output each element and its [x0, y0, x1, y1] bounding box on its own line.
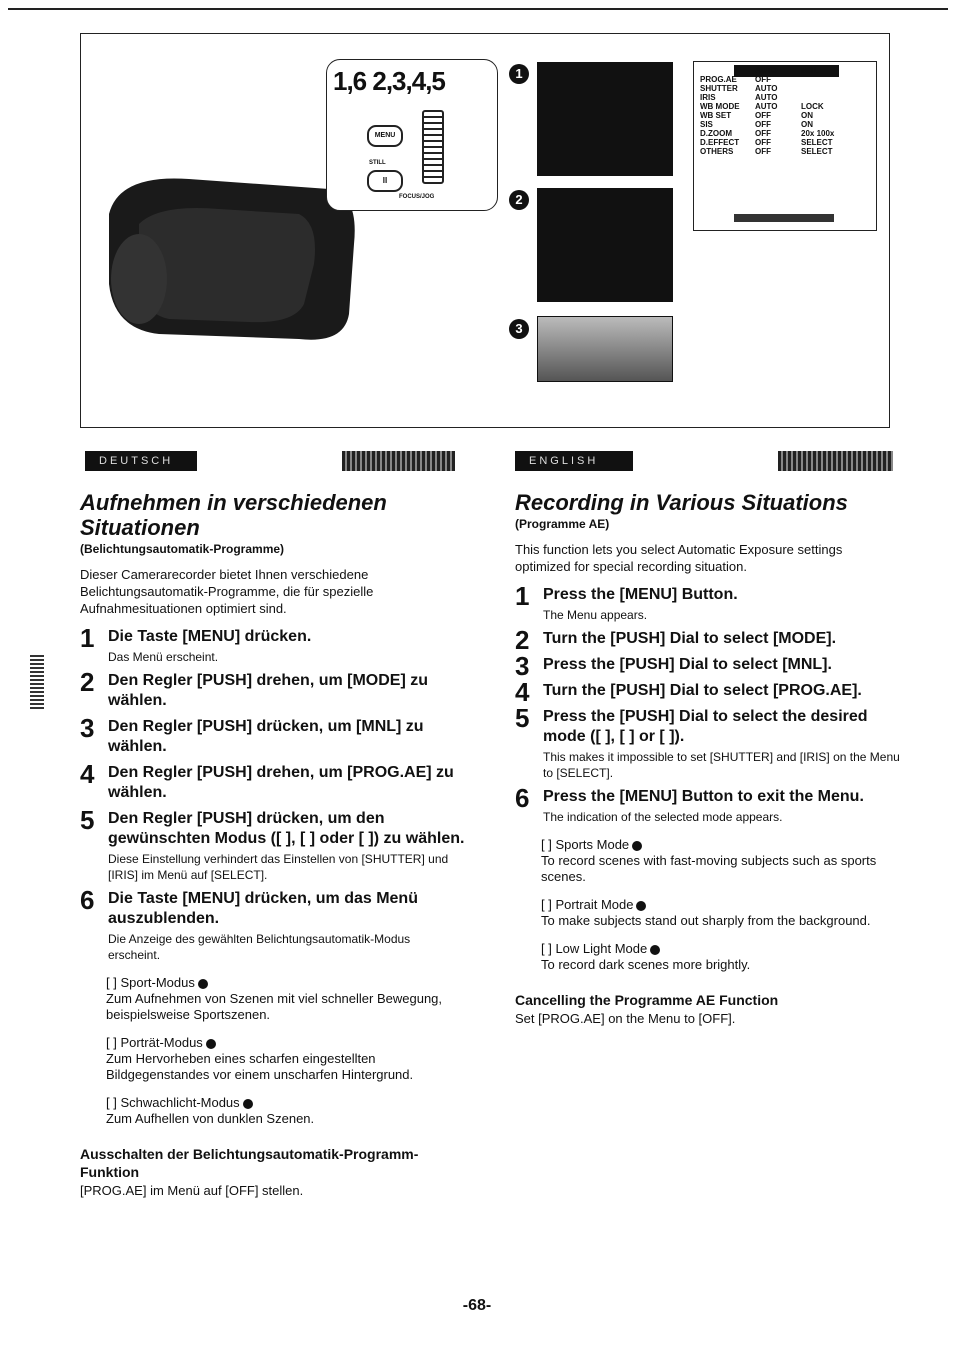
photo-low-light: [537, 316, 673, 382]
photo-ref-icon: [243, 1099, 253, 1109]
step-text: Den Regler [PUSH] drehen, um [MODE] zu wählen.: [108, 672, 429, 709]
mode-item: [541, 897, 900, 929]
menu-cell: OFF: [755, 111, 771, 120]
margin-marker: [30, 655, 44, 710]
still-button-illustration: II: [367, 170, 403, 192]
menu-row: [700, 111, 846, 120]
step-text: Turn the [PUSH] Dial to select [PROG.AE].: [543, 682, 862, 699]
german-title: Aufnehmen in verschiedenen Situationen: [80, 490, 387, 540]
photo-portrait: [537, 188, 673, 302]
step-number: 3: [515, 651, 530, 681]
menu-button-illustration: MENU: [367, 125, 403, 147]
photo-ref-icon: [632, 841, 642, 851]
german-cancel-body: [PROG.AE] im Menü auf [OFF] stellen.: [80, 1183, 304, 1198]
menu-cell: IRIS: [700, 93, 716, 102]
mode-label: [ ] Schwachlicht-Modus: [106, 1095, 240, 1110]
step-item: [515, 677, 900, 707]
mode-description: Zum Aufnehmen von Szenen mit viel schneller Bewegung, beispielsweise Sportszenen.: [106, 991, 443, 1022]
mode-label: [ ] Low Light Mode: [541, 941, 648, 956]
page-number: -68-: [462, 1297, 492, 1314]
photo-ref-icon: [636, 901, 646, 911]
step-number: 2: [515, 625, 530, 655]
menu-row: [700, 66, 846, 75]
menu-cell: OFF: [755, 138, 771, 147]
step-item: [80, 759, 465, 803]
menu-cell: ON: [801, 120, 813, 129]
menu-bottom-bar: [734, 214, 834, 222]
menu-cell: D.ZOOM: [700, 129, 732, 138]
mode-description: To make subjects stand out sharply from the background.: [541, 913, 871, 928]
menu-cell: SIS: [700, 120, 713, 129]
step-number: 5: [515, 703, 530, 733]
photo-marker-1: 1: [509, 64, 529, 84]
mode-description: Zum Hervorheben eines scharfen eingestellten Bildgegenstandes vor einem unscharfen Hintergrund.: [106, 1051, 414, 1082]
illustration-panel: [80, 33, 890, 428]
step-number: 1: [80, 623, 95, 653]
mode-description: Zum Aufhellen von dunklen Szenen.: [106, 1111, 315, 1126]
mode-item: [106, 1035, 465, 1083]
menu-row: [700, 138, 846, 147]
photo-sports: [537, 62, 673, 176]
menu-row: [700, 102, 846, 111]
step-text: Press the [MENU] Button to exit the Menu.: [543, 788, 864, 805]
menu-cell: AUTO: [755, 66, 778, 75]
german-subtitle: (Belichtungsautomatik-Programme): [80, 542, 285, 556]
step-text: Den Regler [PUSH] drücken, um [MNL] zu wählen.: [108, 718, 424, 755]
step-text: Den Regler [PUSH] drehen, um [PROG.AE] zu wählen.: [108, 764, 454, 801]
step-text: Press the [PUSH] Dial to select the desired mode ([ ], [ ] or [ ]).: [543, 708, 868, 745]
photo-marker-2: 2: [509, 190, 529, 210]
mode-item: [106, 1095, 465, 1127]
step-text: Die Taste [MENU] drücken, um das Menü auszublenden.: [108, 890, 418, 927]
menu-cell: LOCK: [801, 102, 824, 111]
lang-bar-german-decor: [342, 451, 455, 471]
step-text: Die Taste [MENU] drücken.: [108, 628, 312, 645]
menu-cell: OFF: [755, 147, 771, 156]
photo-ref-icon: [198, 979, 208, 989]
menu-cell: 20x 100x: [801, 129, 835, 138]
focus-jog-label: FOCUS/JOG: [399, 194, 435, 200]
step-item: [515, 703, 900, 781]
menu-cell: AUTO: [755, 102, 778, 111]
controls-callout: [326, 59, 498, 211]
menu-row: [700, 84, 846, 93]
step-text: Press the [PUSH] Dial to select [MNL].: [543, 656, 832, 673]
step-item: [515, 625, 900, 655]
menu-cell: OFF: [755, 75, 771, 84]
step-note: Die Anzeige des gewählten Belichtungsautomatik-Modus erscheint.: [108, 932, 411, 962]
step-item: [80, 805, 465, 883]
menu-row: [700, 129, 846, 138]
step-number: 4: [80, 759, 95, 789]
mode-description: To record dark scenes more brightly.: [541, 957, 751, 972]
step-note: The indication of the selected mode appears.: [543, 810, 783, 824]
step-item: [80, 623, 465, 665]
menu-cell: MNL: [801, 66, 819, 75]
still-label: STILL: [369, 160, 386, 166]
menu-cell: AUTO: [755, 84, 778, 93]
mode-description: To record scenes with fast-moving subjects such as sports scenes.: [541, 853, 877, 884]
step-item: [80, 885, 465, 963]
mode-label: [ ] Sport-Modus: [106, 975, 195, 990]
menu-row: [700, 120, 846, 129]
menu-row: [700, 93, 846, 102]
step-item: [515, 581, 900, 623]
step-item: [80, 667, 465, 711]
step-note: The Menu appears.: [543, 608, 648, 622]
step-note: Das Menü erscheint.: [108, 650, 219, 664]
menu-cell: ON: [801, 111, 813, 120]
german-column: [80, 490, 465, 1199]
mode-label: [ ] Portrait Mode: [541, 897, 634, 912]
menu-cell: SHUTTER: [700, 84, 738, 93]
menu-cell: SELECT: [801, 147, 833, 156]
callout-step-numbers: 1,6 2,3,4,5: [333, 66, 445, 96]
menu-cell: WB MODE: [700, 102, 740, 111]
step-number: 4: [515, 677, 530, 707]
photo-ref-icon: [206, 1039, 216, 1049]
mode-item: [106, 975, 465, 1023]
step-text: Turn the [PUSH] Dial to select [MODE].: [543, 630, 837, 647]
step-text: Den Regler [PUSH] drücken, um den gewünschten Modus ([ ], [ ] oder [ ]) zu wählen.: [108, 810, 465, 847]
mode-label: [ ] Porträt-Modus: [106, 1035, 203, 1050]
menu-cell: D.EFFECT: [700, 138, 740, 147]
photo-ref-icon: [650, 945, 660, 955]
mode-item: [541, 941, 900, 973]
menu-cell: OTHERS: [700, 147, 734, 156]
lang-label-english: ENGLISH: [515, 451, 633, 471]
menu-cell: SELECT: [801, 138, 833, 147]
english-cancel-body: Set [PROG.AE] on the Menu to [OFF].: [515, 1011, 736, 1026]
step-item: [515, 651, 900, 681]
german-cancel-title: Ausschalten der Belichtungsautomatik-Programm-Funktion: [80, 1146, 419, 1180]
photo-marker-3: 3: [509, 319, 529, 339]
mode-label: [ ] Sports Mode: [541, 837, 630, 852]
menu-cell: OFF: [755, 129, 771, 138]
step-text: Press the [MENU] Button.: [543, 586, 738, 603]
english-subtitle: (Programme AE): [515, 517, 610, 531]
mode-item: [541, 837, 900, 885]
step-item: [515, 783, 900, 825]
top-rule: [8, 8, 948, 10]
camera-menu-screen: [693, 61, 877, 231]
step-number: 3: [80, 713, 95, 743]
lang-bar-english-decor: [778, 451, 893, 471]
lang-label-german: DEUTSCH: [85, 451, 197, 471]
menu-cell: PROG.AE: [700, 75, 737, 84]
menu-cell: AUTO: [755, 93, 778, 102]
menu-cell: WB SET: [700, 111, 732, 120]
push-dial-illustration: [422, 110, 444, 184]
step-number: 6: [515, 783, 530, 813]
english-intro: This function lets you select Automatic Exposure settings optimized for special recording situation.: [515, 542, 843, 574]
menu-row: [700, 147, 846, 156]
step-note: Diese Einstellung verhindert das Einstellen von [SHUTTER] und [IRIS] im Menü auf [SELECT].: [108, 852, 449, 882]
english-title: Recording in Various Situations: [515, 490, 848, 515]
german-intro: Dieser Camerarecorder bietet Ihnen verschiedene Belichtungsautomatik-Programme, die für spezielle Aufnahmesituationen optimiert sind.: [80, 567, 374, 616]
step-number: 5: [80, 805, 95, 835]
english-column: [515, 490, 900, 1027]
step-number: 1: [515, 581, 530, 611]
step-item: [80, 713, 465, 757]
step-number: 6: [80, 885, 95, 915]
menu-row: [700, 75, 846, 84]
step-note: This makes it impossible to set [SHUTTER] and [IRIS] on the Menu to [SELECT].: [543, 750, 900, 780]
menu-cell: OFF: [755, 120, 771, 129]
step-number: 2: [80, 667, 95, 697]
english-cancel-title: Cancelling the Programme AE Function: [515, 992, 779, 1008]
